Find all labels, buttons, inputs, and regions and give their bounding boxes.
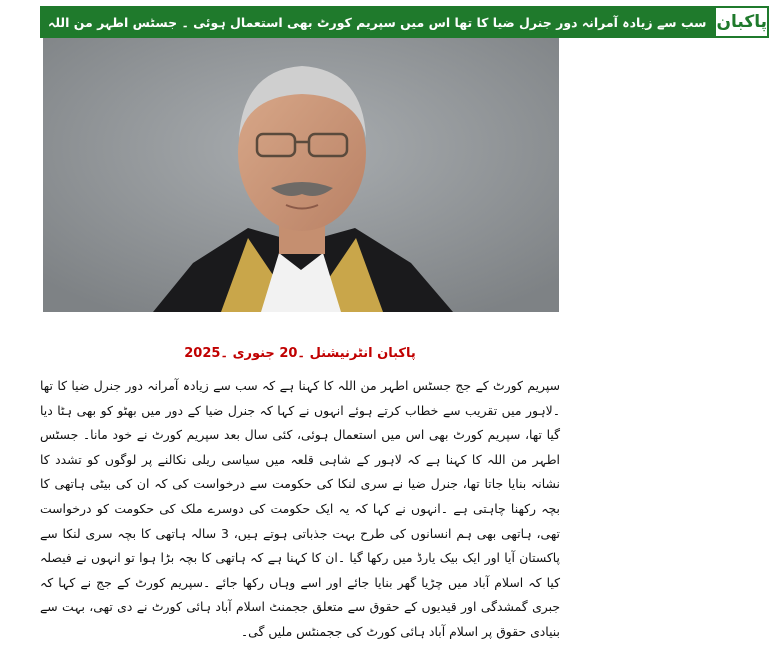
judge-photo (43, 38, 559, 312)
news-header-bar (40, 6, 767, 38)
dateline: پاکبان انٹرنیشنل ۔20 جنوری ۔2025 (184, 346, 416, 361)
article-body (40, 374, 560, 644)
brand-logo: پاکبان (714, 6, 769, 38)
article-paragraph: سپریم کورٹ کے جج جسٹس اطہر من اللہ کا کہنا ہے کہ سب سے زیادہ آمرانہ دور جنرل ضیا کا تھا ۔لاہور میں تقریب سے خطاب کرتے ہوئے انہوں نے کہا کہ جنرل ضیا کے دور میں بھٹو کو بھی ہٹا دیا گیا تھا، سپریم کورٹ بھی اس میں استعمال ہوئی، کئی سال بعد سپریم کورٹ نے خود مانا۔ جسٹس اطہر من اللہ کا کہنا ہے کہ لاہور کے شاہی قلعہ میں سیاسی ریلی نکالنے پر لوگوں کو تشدد کا نشانہ بنایا جاتا تھا، جنرل ضیا نے سری لنکا کی حکومت سے درخواست کی کہ ان کی بیٹی ہاتھی کا بچہ رکھنا چاہتی ہے ۔انہوں نے کہا کہ یہ ایک حکومت کی دوسرے ملک کی حکومت کو درخواست تھی، ہاتھی بھی ہم انسانوں کی طرح بہت جذباتی ہوتے ہیں، 3 سالہ ہاتھی کا بچہ سری لنکا سے پاکستان آیا اور ایک بیک یارڈ میں رکھا گیا ۔ان کا کہنا ہے کہ ہاتھی کا بچہ بڑا ہوا تو انہوں نے فیصلہ کیا کہ اسلام آباد میں چڑیا گھر بنایا جائے اور اسے وہاں رکھا جائے ۔سپریم کورٹ کے جج نے کہا کہ جبری گمشدگی اور قیدیوں کے حقوق سے متعلق ججمنٹ اسلام آباد ہائی کورٹ نے دی تھی، بہت سے بنیادی حقوق پر اسلام آباد ہائی کورٹ کی ججمنٹس ملیں گی۔ (40, 378, 560, 639)
portrait-illustration (43, 38, 559, 312)
header-headline: سب سے زیادہ آمرانہ دور جنرل ضیا کا تھا اس میں سپریم کورٹ بھی استعمال ہوئی ۔ جسٹس اطہر من اللہ (40, 6, 714, 38)
